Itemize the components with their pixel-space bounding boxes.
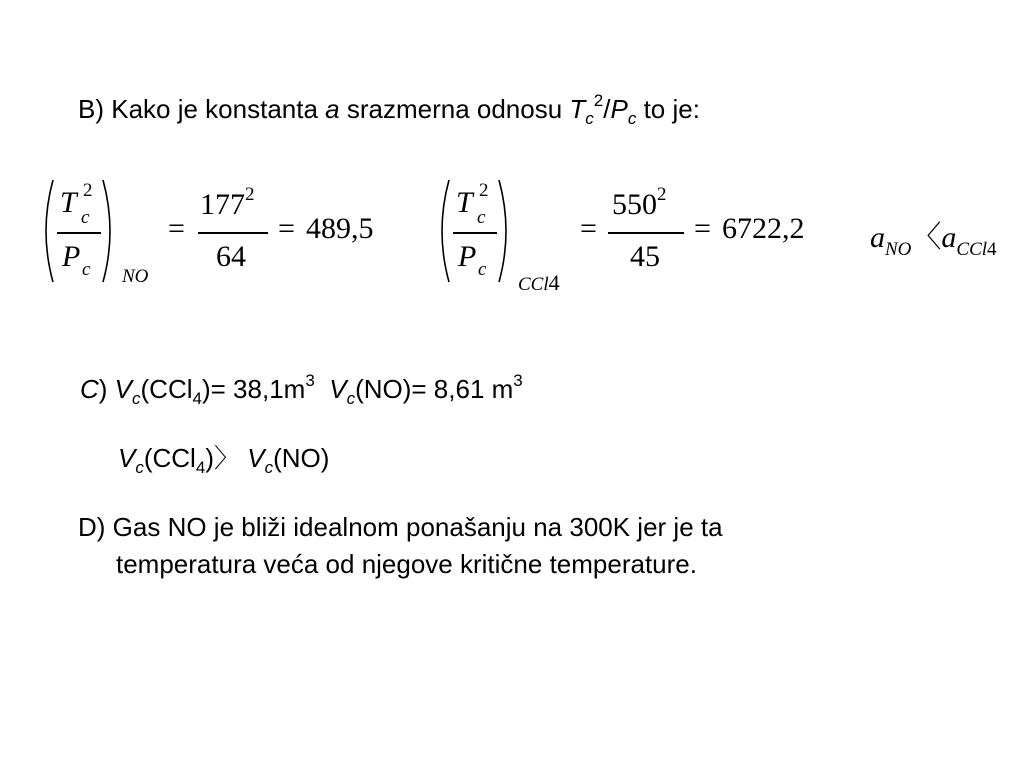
equals: = xyxy=(580,212,597,245)
no-text: (NO) xyxy=(273,443,330,473)
equals: = xyxy=(694,212,711,245)
exp-2: 2 xyxy=(593,91,604,111)
section-b-label: B) Kako je konstanta xyxy=(78,94,326,124)
section-d-line1: D) Gas NO je bliži idealnom ponašanju na 300K jer je ta xyxy=(78,512,723,542)
numerator xyxy=(200,184,255,222)
sub-c: c xyxy=(627,109,637,129)
frac-top xyxy=(60,180,93,228)
denominator: 64 xyxy=(216,240,246,273)
var-v: V xyxy=(118,443,136,473)
fraction-bar xyxy=(453,232,497,234)
result: 489,5 xyxy=(306,212,374,245)
frac-bottom xyxy=(62,240,91,280)
section-c-label: C xyxy=(80,374,99,404)
numerator xyxy=(612,184,667,222)
var-p: P xyxy=(62,240,81,273)
var-a: a xyxy=(941,221,957,254)
sub-c: c xyxy=(132,389,141,409)
sub-c: c xyxy=(264,458,274,478)
frac-top xyxy=(456,180,489,228)
paren: ) xyxy=(205,443,214,473)
var-p: P xyxy=(458,240,477,273)
ccl4-text: (CCl xyxy=(140,374,193,404)
section-d-line2: temperatura veća od njegove kritične temperature. xyxy=(116,549,697,579)
var-a: a xyxy=(870,221,885,254)
result: 6722,2 xyxy=(722,212,805,245)
var-t: T xyxy=(456,186,473,219)
sub-4: 4 xyxy=(195,458,206,478)
exp: 2 xyxy=(83,180,93,201)
var-v: V xyxy=(247,443,265,473)
var-t: T xyxy=(569,94,586,124)
sub-c: c xyxy=(585,109,594,129)
num-value: 550 xyxy=(612,188,657,221)
sub-c: c xyxy=(346,389,356,409)
exp: 2 xyxy=(479,180,489,201)
denominator: 45 xyxy=(630,240,660,273)
left-paren xyxy=(36,178,56,284)
sub-c: c xyxy=(478,259,487,280)
comparison-a xyxy=(870,212,997,260)
section-b-heading xyxy=(78,91,700,129)
var-p: P xyxy=(610,94,628,124)
paren: ) xyxy=(98,374,115,404)
equals: = xyxy=(278,212,295,245)
num-exp: 2 xyxy=(245,184,255,205)
equals: = xyxy=(168,212,185,245)
section-c-compare xyxy=(118,438,330,478)
frac-bottom xyxy=(458,240,487,280)
left-paren xyxy=(432,178,452,284)
no-value: (NO)= 8,61 m xyxy=(355,374,514,404)
sub-c: c xyxy=(82,259,91,280)
sub-ccl: CCl xyxy=(956,239,988,260)
subscript-4: 4 xyxy=(548,270,560,295)
var-a: a xyxy=(325,94,340,124)
sub-no: NO xyxy=(885,239,912,260)
exp-3: 3 xyxy=(513,371,523,391)
ccl4-value: )= 38,1m xyxy=(201,374,306,404)
ccl4-text: (CCl xyxy=(143,443,196,473)
section-b-text: srazmerna odnosu xyxy=(339,94,570,124)
num-value: 177 xyxy=(200,188,245,221)
var-t: T xyxy=(60,186,77,219)
sub-4: 4 xyxy=(192,389,202,409)
section-c-line xyxy=(80,371,523,409)
greater-than: 〉 xyxy=(213,444,240,473)
fraction-bar xyxy=(57,232,101,234)
num-exp: 2 xyxy=(657,184,667,205)
right-paren xyxy=(496,178,516,284)
right-paren xyxy=(100,178,120,284)
fraction-bar xyxy=(608,232,684,234)
subscript-no: NO xyxy=(122,266,149,287)
var-v: V xyxy=(329,374,347,404)
slash: / xyxy=(603,94,611,124)
exp-3: 3 xyxy=(305,371,315,391)
fraction-bar xyxy=(198,232,268,234)
subscript-ccl: CCl xyxy=(518,274,549,295)
sub-c: c xyxy=(477,207,486,228)
sub-c: c xyxy=(135,458,144,478)
var-v: V xyxy=(114,374,133,404)
less-than: 〈 xyxy=(911,221,942,254)
sub-4: 4 xyxy=(987,239,997,260)
sub-c: c xyxy=(81,207,90,228)
section-b-end: to je: xyxy=(636,94,700,124)
